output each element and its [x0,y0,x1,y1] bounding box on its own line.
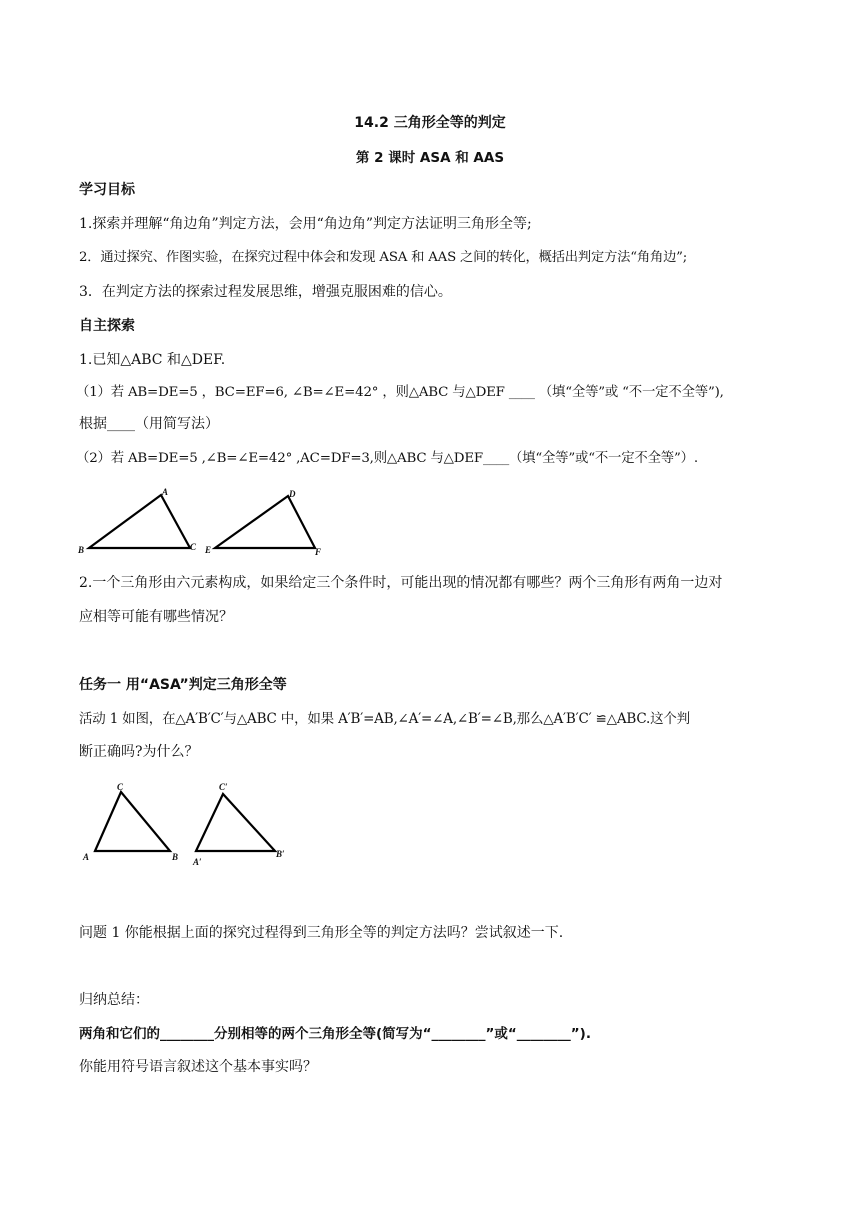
label-C: C [190,542,197,552]
summary-text: 两角和它们的________分别相等的两个三角形全等(简写为“________”或“________”). [79,1026,591,1042]
label-B: B [78,545,85,555]
label-A-2: A [83,852,90,862]
goal-item-2: 2．通过探究、作图实验，在探究过程中体会和发现 ASA 和 AAS 之间的转化，概括出判定方法“角角边”; [79,250,688,265]
label-E: E [205,545,212,555]
triangles-figure-abc-def [75,486,335,562]
goals-heading: 学习目标 [79,182,135,198]
task1-question1: 问题 1 你能根据上面的探究过程得到三角形全等的判定方法吗？尝试叙述一下. [79,925,564,941]
label-C-2: C [117,782,124,792]
triangle-a-b-c-prime [196,794,275,851]
task1-activity-line1: 活动 1 如图，在△A′B′C′与△ABC 中，如果 A′B′=AB,∠A′=∠A,∠B′=∠B,那么△A′B′C′ ≌△ABC.这个判 [79,711,690,727]
label-C-prime: C′ [219,782,228,792]
label-A-prime: A′ [193,857,202,867]
triangles-figure-abc-a-b-c [78,778,308,870]
explore-q1-intro: 1.已知△ABC 和△DEF. [79,352,226,368]
lesson-subtitle: 第 2 课时 ASA 和 AAS [355,150,505,166]
goal-item-3: 3．在判定方法的探索过程发展思维，增强克服困难的信心。 [79,284,452,300]
explore-q1-part1-line1: （1）若 AB=DE=5 ，BC=EF=6, ∠B=∠E=42° ，则△ABC 与△DEF ____ （填“全等”或 “不一定不全等”), [76,385,724,400]
explore-q2-line2: 应相等可能有哪些情况？ [79,609,233,625]
page-title: 14.2 三角形全等的判定 [354,115,506,131]
explore-q2-line1: 2.一个三角形由六元素构成，如果给定三个条件时，可能出现的情况都有哪些？两个三角形有两角一边对 [79,575,723,591]
explore-q1-part2: （2）若 AB=DE=5 ,∠B=∠E=42° ,AC=DF=3,则△ABC 与△DEF____（填“全等”或“不一定不全等”）. [76,451,698,466]
label-D: D [289,489,296,499]
goal-item-1: 1.探索并理解“角边角”判定方法，会用“角边角”判定方法证明三角形全等; [79,216,532,232]
label-A: A [162,487,169,497]
explore-q1-part1-line2: 根据____（用简写法） [79,416,219,432]
explore-heading: 自主探索 [79,318,135,334]
triangle-abc [89,495,190,548]
triangle-def [215,496,315,548]
symbol-question: 你能用符号语言叙述这个基本事实吗？ [79,1059,317,1075]
summary-heading: 归纳总结： [79,992,149,1008]
label-B-2: B [172,852,179,862]
task1-heading: 任务一 用“ASA”判定三角形全等 [79,677,287,693]
label-F: F [315,547,322,557]
label-B-prime: B′ [276,849,285,859]
task1-activity-line2: 断正确吗?为什么？ [79,744,199,760]
triangle-abc-2 [95,792,170,851]
